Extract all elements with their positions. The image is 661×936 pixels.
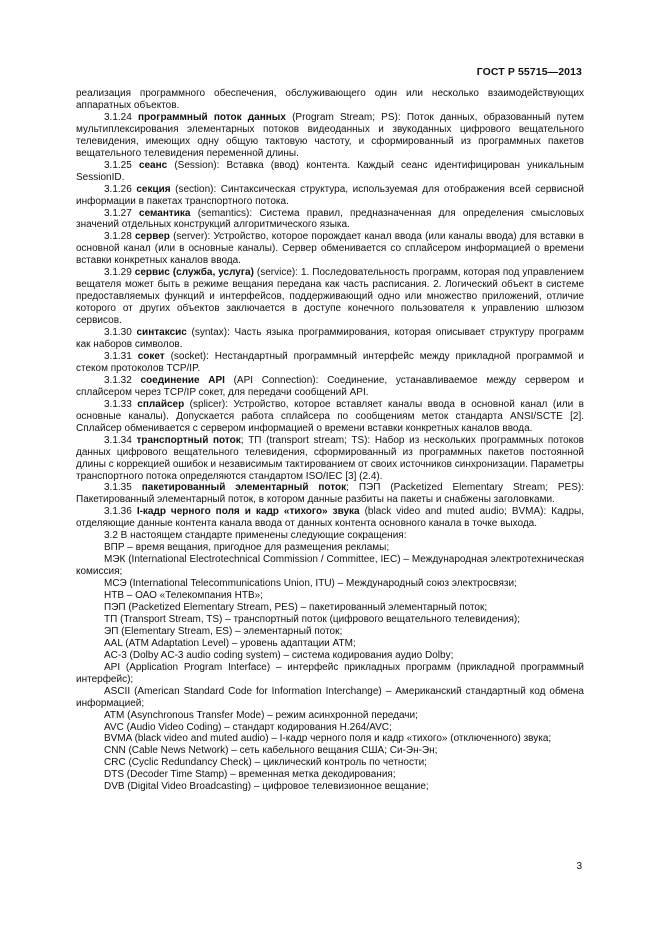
definition-number: 3.1.30 — [104, 327, 132, 339]
abbreviation-entry: ТП (Transport Stream, TS) – транспортный поток (цифрового вещательного телевидения); — [104, 613, 521, 625]
definition-entry — [76, 231, 584, 267]
abbreviation-entry: CRC (Cyclic Redundancy Check) – циклический контроль по четности; — [104, 757, 427, 769]
definition-text: (section): Синтаксическая структура, используемая для отображения всей сервисной информации в пакетах транспортного потока. — [76, 183, 584, 207]
definition-number: 3.1.33 — [104, 398, 132, 410]
definition-entry — [76, 184, 584, 208]
abbreviations-intro: 3.2 В настоящем стандарте применены следующие сокращения: — [104, 530, 407, 542]
definition-entry — [76, 482, 584, 506]
abbreviation-entry: НТВ – ОАО «Телекомпания НТВ»; — [104, 590, 263, 602]
definition-number: 3.1.36 — [104, 506, 132, 518]
definition-number: 3.1.34 — [104, 434, 132, 446]
definition-term: сервис (служба, услуга) — [134, 267, 254, 279]
definition-term: сокет — [137, 350, 165, 362]
definition-text: ; ПЭП (Packetized Elementary Stream; PES): Пакетированный элементарный поток, в котором данные разбиты на пакеты и снабжены заголовками. — [76, 482, 584, 506]
abbreviation-entry: ВПР – время вещания, пригодное для размещения рекламы; — [104, 542, 390, 554]
definition-text: (service): 1. Последовательность программ, которая под управлением вещателя может быть в режиме вещания передана как часть расписания. 2. Логический объект в системе предоставляемых функций и интерфейсов, поддерживающий одно или множество приложений, отличие которого от других объектов заключается в доступе конечного пользователя к управлению шлюзом сервисов. — [76, 267, 584, 327]
document-body — [76, 88, 584, 793]
definition-text: (splicer): Устройство, которое вставляет каналы ввода в основной канал (или в основные каналы). Допускается работа сплайсера по сообщениям меток стандарта ANSI/SCTE [2]. Сплайсер обменивается с сервером информацией о времени вставки конкретных каналов ввода. — [76, 398, 584, 434]
definitions-list — [76, 112, 584, 530]
definition-term: I-кадр черного поля и кадр «тихого» звука — [136, 506, 360, 518]
definition-term: синтаксис — [136, 327, 187, 339]
definition-entry — [76, 351, 584, 375]
definition-entry — [76, 435, 584, 483]
definition-term: программный поток данных — [138, 111, 286, 123]
definition-number: 3.1.28 — [104, 231, 132, 243]
definition-number: 3.1.27 — [104, 207, 132, 219]
definition-term: сплайсер — [137, 398, 185, 410]
standard-header: ГОСТ Р 55715—2013 — [476, 66, 582, 78]
abbreviation-entry: МСЭ (International Telecommunications Union, ITU) – Международный союз электросвязи; — [104, 578, 517, 590]
definition-entry — [76, 506, 584, 530]
abbreviation-entry: ATM (Asynchronous Transfer Mode) – режим асинхронной передачи; — [104, 709, 418, 721]
definition-entry — [76, 208, 584, 232]
definition-entry — [76, 399, 584, 435]
abbreviation-entry: AAL (ATM Adaptation Level) – уровень адаптации ATM; — [104, 637, 356, 649]
definition-term: сервер — [134, 231, 170, 243]
definition-text: (Program Stream; PS): Поток данных, образованный путем мультиплексирования элементарных потоков видеоданных и звукоданных цифрового вещательного телевидения, имеющих одну общую тактовую частоту, и сформированный из программных пакетов вещательного телевидения переменной длины. — [76, 111, 585, 159]
definition-text: (server): Устройство, которое порождает канал ввода (или каналы ввода) для вставки в основной канал (или в основные каналы). Сервер обменивается со сплайсером информацией о времени вставки конкретных каналов ввода. — [76, 231, 584, 267]
definition-number: 3.1.26 — [104, 183, 132, 195]
definition-text: ; ТП (transport stream; TS): Набор из нескольких программных потоков данных цифрового вещательного телевидения, сформированный из программных пакетов постоянной длины с коррекцией ошибок и независимым тактированием от своих источников синхронизации. Параметры транспортного потока определяются стандартом ISO/IEC [3] (2.4). — [76, 434, 584, 482]
abbreviation-entry: ASCII (American Standard Code for Information Interchange) – Американский стандартный код обмена информацией; — [76, 685, 584, 709]
abbreviation-entry: DVB (Digital Video Broadcasting) – цифровое телевизионное вещание; — [104, 781, 429, 793]
definition-number: 3.1.24 — [104, 111, 132, 123]
definition-number: 3.1.32 — [104, 374, 132, 386]
definition-entry — [76, 160, 584, 184]
definition-number: 3.1.35 — [104, 482, 132, 494]
definition-term: секция — [136, 183, 171, 195]
definition-number: 3.1.31 — [104, 350, 132, 362]
definition-text: (black video and muted audio; BVMA): Кадры, отделяющие данные контента канала ввода от данных контента основного канала в точке выхода. — [76, 506, 585, 530]
definition-term: транспортный поток — [136, 434, 241, 446]
definition-term: пакетированный элементарный поток — [141, 482, 347, 494]
abbreviation-entry: DTS (Decoder Time Stamp) – временная метка декодирования; — [104, 769, 396, 781]
definition-term: сеанс — [138, 159, 168, 171]
definition-entry — [76, 375, 584, 399]
definition-number: 3.1.25 — [104, 159, 132, 171]
abbreviation-entry: BVMA (black video and muted audio) – I-кадр черного поля и кадр «тихого» (отключенного) звука; — [104, 733, 552, 745]
page-number: 3 — [576, 861, 582, 872]
abbreviation-entry: AC-3 (Dolby AC-3 audio coding system) – система кодирования аудио Dolby; — [104, 649, 454, 661]
abbreviation-entry: API (Application Program Interface) – интерфейс прикладных программ (прикладной программный интерфейс); — [76, 661, 584, 685]
definition-entry — [76, 112, 584, 160]
abbreviations-list — [76, 542, 584, 793]
abbreviation-entry: ПЭП (Packetized Elementary Stream, PES) – пакетированный элементарный поток; — [104, 601, 488, 613]
definition-term: семантика — [139, 207, 191, 219]
definition-text: (syntax): Часть языка программирования, которая описывает структуру программ как наборов символов. — [76, 327, 584, 351]
abbreviation-entry: МЭК (International Electrotechnical Commission / Committee, IEC) – Международная электротехническая комиссия; — [76, 554, 584, 578]
abbreviation-entry: AVC (Audio Video Coding) – стандарт кодирования H.264/AVC; — [104, 721, 392, 733]
abbreviation-entry: CNN (Cable News Network) – сеть кабельного вещания США; Си-Эн-Эн; — [104, 745, 438, 757]
definition-text: (Session): Вставка (ввод) контента. Каждый сеанс идентифицирован уникальным SessionID. — [76, 159, 585, 183]
definition-entry — [76, 327, 584, 351]
definition-text: (API Connection): Соединение, устанавливаемое между сервером и сплайсером через TCP/IP сокет, для передачи сообщений API. — [76, 374, 584, 398]
definition-text: (semantics): Система правил, предназначенная для определения смысловых значений отдельных конструкций алгоритмического языка. — [76, 207, 584, 231]
continuation-paragraph: реализация программного обеспечения, обслуживающего один или несколько взаимодействующих аппаратных объектов. — [76, 88, 584, 111]
definition-number: 3.1.29 — [104, 267, 132, 279]
definition-text: (socket): Нестандартный программный интерфейс между прикладной программой и стеком протоколов TCP/IP. — [76, 350, 584, 374]
definition-entry — [76, 267, 584, 327]
definition-term: соединение API — [140, 374, 225, 386]
abbreviation-entry: ЭП (Elementary Stream, ES) – элементарный поток; — [104, 625, 343, 637]
